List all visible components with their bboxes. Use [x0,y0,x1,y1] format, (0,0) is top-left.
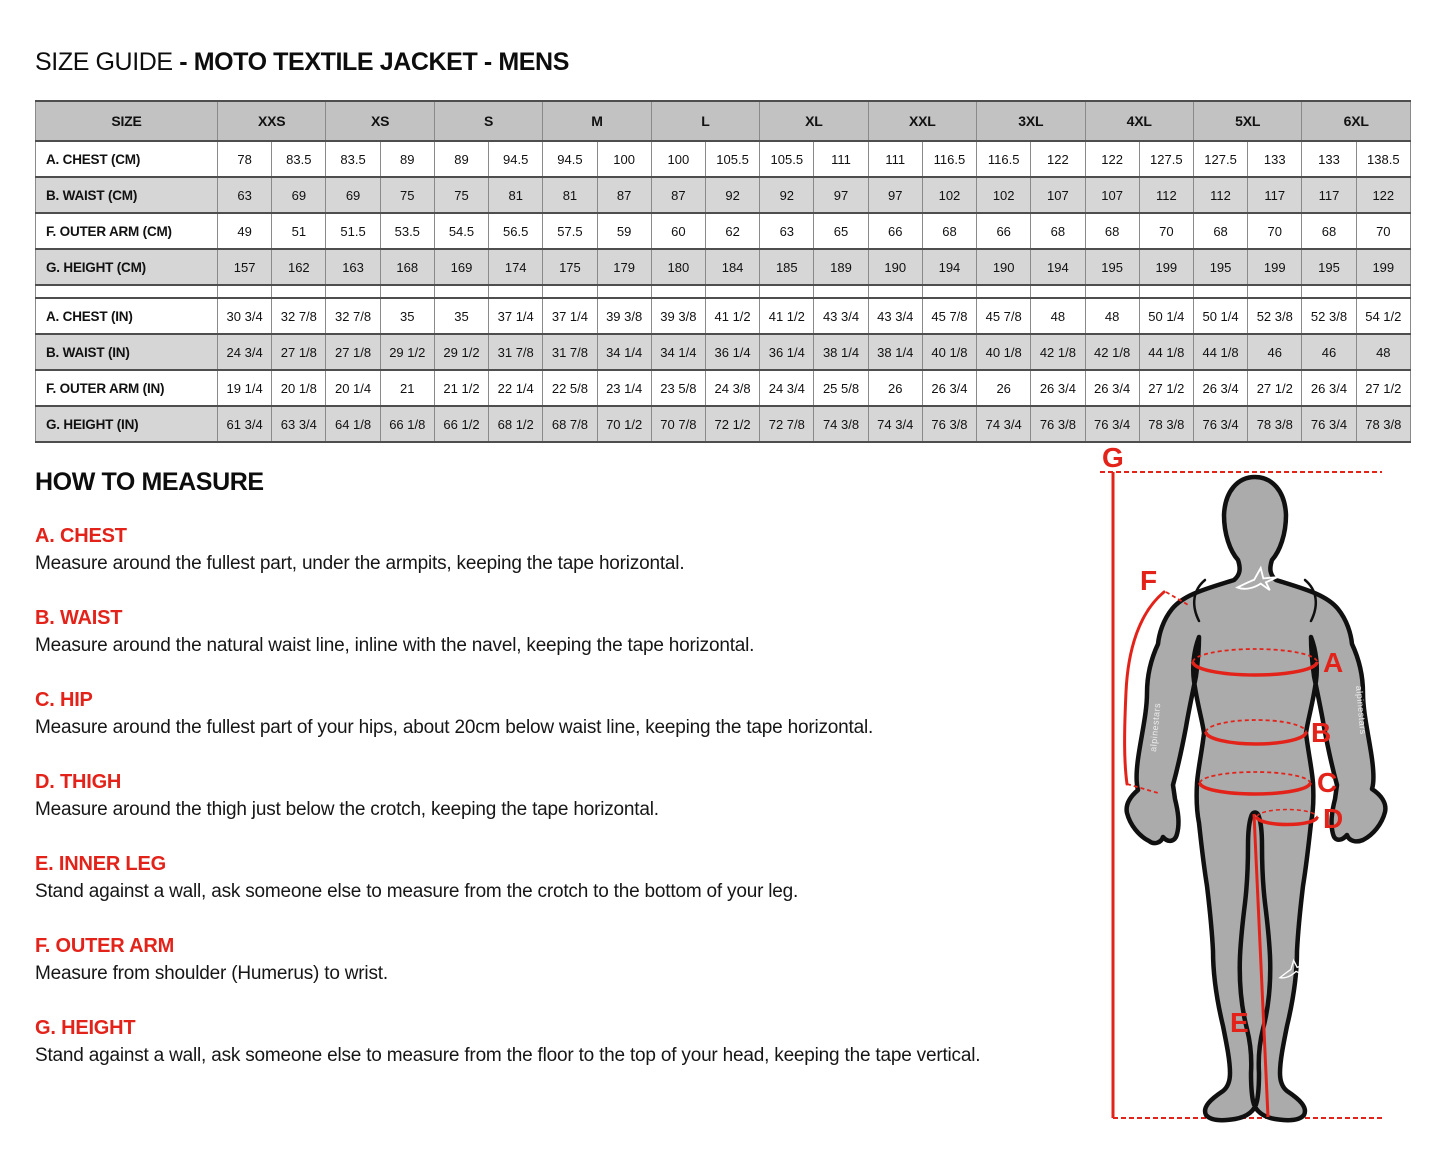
value-cell: 68 7/8 [543,406,597,442]
value-cell: 65 [814,213,868,249]
value-cell: 27 1/8 [326,334,380,370]
value-cell: 56.5 [489,213,543,249]
row-label: A. CHEST (CM) [36,141,218,177]
value-cell: 76 3/4 [1193,406,1247,442]
value-cell: 117 [1248,177,1302,213]
spacer-row [36,285,1411,298]
size-header-xxl: XXL [868,101,976,141]
row-label: G. HEIGHT (CM) [36,249,218,285]
value-cell: 51.5 [326,213,380,249]
value-cell: 174 [489,249,543,285]
body-diagram [1080,440,1445,1140]
value-cell: 19 1/4 [218,370,272,406]
figure-label-g: G [1102,442,1124,473]
value-cell: 40 1/8 [977,334,1031,370]
value-cell: 122 [1356,177,1410,213]
value-cell: 42 1/8 [1085,334,1139,370]
value-cell: 157 [218,249,272,285]
left-arm-brand-text: alpinestars [1148,702,1163,753]
value-cell: 22 1/4 [489,370,543,406]
figure-label-e: E [1230,1007,1249,1038]
value-cell: 74 3/4 [977,406,1031,442]
value-cell: 54 1/2 [1356,298,1410,334]
size-header-5xl: 5XL [1193,101,1301,141]
value-cell: 48 [1085,298,1139,334]
value-cell: 32 7/8 [272,298,326,334]
value-cell: 81 [489,177,543,213]
value-cell: 49 [218,213,272,249]
value-cell: 68 [1031,213,1085,249]
value-cell: 112 [1193,177,1247,213]
value-cell: 27 1/2 [1139,370,1193,406]
body-silhouette [1127,477,1386,1120]
value-cell: 112 [1139,177,1193,213]
figure-label-a: A [1323,647,1344,678]
value-cell: 26 3/4 [1193,370,1247,406]
size-header-6xl: 6XL [1302,101,1411,141]
value-cell: 83.5 [326,141,380,177]
value-cell: 29 1/2 [380,334,434,370]
measure-title-outer-arm: F. OUTER ARM [35,935,175,957]
value-cell: 179 [597,249,651,285]
value-cell: 66 1/2 [434,406,488,442]
size-header-s: S [434,101,542,141]
measure-title-hip: C. HIP [35,689,93,711]
value-cell: 20 1/8 [272,370,326,406]
value-cell: 70 1/2 [597,406,651,442]
value-cell: 195 [1085,249,1139,285]
page-title-prefix: SIZE GUIDE [35,48,180,76]
value-cell: 41 1/2 [760,298,814,334]
table-row [36,249,1411,285]
value-cell: 68 [1302,213,1356,249]
value-cell: 94.5 [543,141,597,177]
measure-title-height: G. HEIGHT [35,1017,136,1039]
value-cell: 66 [977,213,1031,249]
value-cell: 199 [1356,249,1410,285]
value-cell: 122 [1031,141,1085,177]
value-cell: 83.5 [272,141,326,177]
value-cell: 35 [434,298,488,334]
value-cell: 72 7/8 [760,406,814,442]
measure-body-hip: Measure around the fullest part of your hips, about 20cm below waist line, keeping the tape horizontal. [35,717,874,738]
value-cell: 66 [868,213,922,249]
measure-section-inner-leg [35,853,1085,903]
size-header-xxs: XXS [218,101,326,141]
value-cell: 168 [380,249,434,285]
value-cell: 37 1/4 [543,298,597,334]
value-cell: 76 3/8 [922,406,976,442]
size-column-header: SIZE [36,101,218,141]
value-cell: 100 [651,141,705,177]
value-cell: 68 [1085,213,1139,249]
value-cell: 107 [1085,177,1139,213]
page-title-product: - MOTO TEXTILE JACKET - MENS [179,48,569,76]
table-row [36,370,1411,406]
value-cell: 94.5 [489,141,543,177]
value-cell: 138.5 [1356,141,1410,177]
value-cell: 51 [272,213,326,249]
row-label: B. WAIST (IN) [36,334,218,370]
value-cell: 57.5 [543,213,597,249]
value-cell: 64 1/8 [326,406,380,442]
measure-body-height: Stand against a wall, ask someone else to measure from the floor to the top of your head, keeping the tape vertical. [35,1045,981,1066]
measure-section-waist [35,607,1085,657]
value-cell: 78 [218,141,272,177]
size-header-xl: XL [760,101,868,141]
value-cell: 26 3/4 [1031,370,1085,406]
value-cell: 52 3/8 [1302,298,1356,334]
value-cell: 74 3/8 [814,406,868,442]
figure-label-d: D [1323,803,1344,834]
value-cell: 194 [1031,249,1085,285]
value-cell: 44 1/8 [1139,334,1193,370]
value-cell: 45 7/8 [922,298,976,334]
value-cell: 24 3/4 [218,334,272,370]
how-to-measure-section [35,468,1085,1067]
value-cell: 116.5 [922,141,976,177]
value-cell: 45 7/8 [977,298,1031,334]
figure-label-f: F [1140,565,1158,596]
value-cell: 68 1/2 [489,406,543,442]
value-cell: 70 [1248,213,1302,249]
value-cell: 68 [1193,213,1247,249]
value-cell: 195 [1193,249,1247,285]
value-cell: 74 3/4 [868,406,922,442]
measure-title-thigh: D. THIGH [35,771,122,793]
measure-section-chest [35,525,1085,575]
value-cell: 44 1/8 [1193,334,1247,370]
value-cell: 81 [543,177,597,213]
value-cell: 24 3/4 [760,370,814,406]
value-cell: 97 [814,177,868,213]
value-cell: 133 [1302,141,1356,177]
value-cell: 42 1/8 [1031,334,1085,370]
value-cell: 22 5/8 [543,370,597,406]
value-cell: 199 [1139,249,1193,285]
value-cell: 92 [760,177,814,213]
value-cell: 92 [705,177,759,213]
measure-section-height [35,1017,1085,1067]
value-cell: 76 3/4 [1085,406,1139,442]
value-cell: 116.5 [977,141,1031,177]
value-cell: 46 [1302,334,1356,370]
measure-section-thigh [35,771,1085,821]
value-cell: 189 [814,249,868,285]
value-cell: 40 1/8 [922,334,976,370]
value-cell: 23 1/4 [597,370,651,406]
value-cell: 24 3/8 [705,370,759,406]
table-row [36,177,1411,213]
size-table-container [35,100,1411,443]
value-cell: 31 7/8 [543,334,597,370]
value-cell: 69 [326,177,380,213]
measure-section-hip [35,689,1085,739]
measure-body-thigh: Measure around the thigh just below the crotch, keeping the tape horizontal. [35,799,659,820]
value-cell: 169 [434,249,488,285]
value-cell: 20 1/4 [326,370,380,406]
value-cell: 63 [218,177,272,213]
measure-title-inner-leg: E. INNER LEG [35,853,166,875]
figure-label-c: C [1317,767,1338,798]
measure-body-inner-leg: Stand against a wall, ask someone else to measure from the crotch to the bottom of your leg. [35,881,799,902]
table-row [36,298,1411,334]
value-cell: 105.5 [705,141,759,177]
value-cell: 162 [272,249,326,285]
value-cell: 194 [922,249,976,285]
value-cell: 36 1/4 [705,334,759,370]
measure-title-waist: B. WAIST [35,607,123,629]
value-cell: 107 [1031,177,1085,213]
measure-section-outer-arm [35,935,1085,985]
value-cell: 61 3/4 [218,406,272,442]
value-cell: 35 [380,298,434,334]
value-cell: 43 3/4 [814,298,868,334]
value-cell: 25 5/8 [814,370,868,406]
value-cell: 50 1/4 [1139,298,1193,334]
value-cell: 72 1/2 [705,406,759,442]
size-header-row [36,101,1411,141]
value-cell: 70 7/8 [651,406,705,442]
row-label: B. WAIST (CM) [36,177,218,213]
measurement-figure [1080,440,1445,1140]
table-row [36,141,1411,177]
value-cell: 190 [868,249,922,285]
row-label: A. CHEST (IN) [36,298,218,334]
value-cell: 23 5/8 [651,370,705,406]
value-cell: 66 1/8 [380,406,434,442]
value-cell: 31 7/8 [489,334,543,370]
value-cell: 78 3/8 [1248,406,1302,442]
value-cell: 34 1/4 [651,334,705,370]
row-label: F. OUTER ARM (CM) [36,213,218,249]
value-cell: 102 [977,177,1031,213]
value-cell: 97 [868,177,922,213]
value-cell: 70 [1139,213,1193,249]
value-cell: 37 1/4 [489,298,543,334]
value-cell: 184 [705,249,759,285]
table-row [36,213,1411,249]
value-cell: 87 [651,177,705,213]
row-label: F. OUTER ARM (IN) [36,370,218,406]
measure-body-waist: Measure around the natural waist line, inline with the navel, keeping the tape horizontal. [35,635,755,656]
value-cell: 27 1/2 [1356,370,1410,406]
value-cell: 21 1/2 [434,370,488,406]
value-cell: 41 1/2 [705,298,759,334]
value-cell: 54.5 [434,213,488,249]
value-cell: 195 [1302,249,1356,285]
value-cell: 117 [1302,177,1356,213]
value-cell: 111 [868,141,922,177]
value-cell: 68 [922,213,976,249]
value-cell: 180 [651,249,705,285]
value-cell: 70 [1356,213,1410,249]
value-cell: 32 7/8 [326,298,380,334]
value-cell: 89 [434,141,488,177]
value-cell: 102 [922,177,976,213]
value-cell: 87 [597,177,651,213]
value-cell: 100 [597,141,651,177]
page-title [35,48,569,77]
value-cell: 63 3/4 [272,406,326,442]
size-header-m: M [543,101,651,141]
value-cell: 122 [1085,141,1139,177]
value-cell: 76 3/8 [1031,406,1085,442]
value-cell: 39 3/8 [597,298,651,334]
value-cell: 34 1/4 [597,334,651,370]
value-cell: 26 3/4 [922,370,976,406]
measure-body-chest: Measure around the fullest part, under the armpits, keeping the tape horizontal. [35,553,685,574]
value-cell: 63 [760,213,814,249]
value-cell: 185 [760,249,814,285]
value-cell: 76 3/4 [1302,406,1356,442]
value-cell: 69 [272,177,326,213]
value-cell: 105.5 [760,141,814,177]
value-cell: 29 1/2 [434,334,488,370]
size-header-xs: XS [326,101,434,141]
value-cell: 38 1/4 [868,334,922,370]
value-cell: 50 1/4 [1193,298,1247,334]
value-cell: 21 [380,370,434,406]
row-label: G. HEIGHT (IN) [36,406,218,442]
value-cell: 26 [977,370,1031,406]
figure-label-b: B [1311,717,1332,748]
measure-title-chest: A. CHEST [35,525,127,547]
value-cell: 199 [1248,249,1302,285]
value-cell: 26 [868,370,922,406]
value-cell: 26 3/4 [1085,370,1139,406]
value-cell: 52 3/8 [1248,298,1302,334]
how-to-measure-heading: HOW TO MEASURE [35,468,264,496]
value-cell: 78 3/8 [1139,406,1193,442]
size-table [35,100,1411,443]
value-cell: 190 [977,249,1031,285]
table-row [36,334,1411,370]
value-cell: 127.5 [1193,141,1247,177]
value-cell: 111 [814,141,868,177]
value-cell: 78 3/8 [1356,406,1410,442]
value-cell: 60 [651,213,705,249]
value-cell: 133 [1248,141,1302,177]
value-cell: 175 [543,249,597,285]
value-cell: 75 [380,177,434,213]
value-cell: 127.5 [1139,141,1193,177]
value-cell: 26 3/4 [1302,370,1356,406]
value-cell: 38 1/4 [814,334,868,370]
value-cell: 27 1/2 [1248,370,1302,406]
value-cell: 43 3/4 [868,298,922,334]
value-cell: 89 [380,141,434,177]
value-cell: 163 [326,249,380,285]
size-header-3xl: 3XL [977,101,1085,141]
value-cell: 27 1/8 [272,334,326,370]
value-cell: 48 [1031,298,1085,334]
value-cell: 59 [597,213,651,249]
measure-body-outer-arm: Measure from shoulder (Humerus) to wrist. [35,963,388,984]
value-cell: 46 [1248,334,1302,370]
size-header-4xl: 4XL [1085,101,1193,141]
value-cell: 30 3/4 [218,298,272,334]
value-cell: 39 3/8 [651,298,705,334]
table-row [36,406,1411,442]
value-cell: 75 [434,177,488,213]
value-cell: 53.5 [380,213,434,249]
value-cell: 36 1/4 [760,334,814,370]
size-header-l: L [651,101,759,141]
value-cell: 48 [1356,334,1410,370]
right-arm-brand-text: alpinestars [1354,685,1369,736]
value-cell: 62 [705,213,759,249]
